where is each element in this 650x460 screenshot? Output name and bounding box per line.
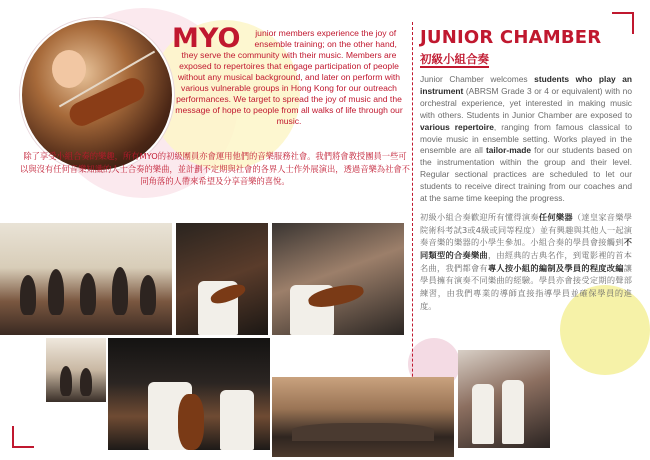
girl-violinist-photo	[272, 223, 404, 335]
young-violinists-photo	[176, 223, 268, 335]
jc-en-text: , ranging from famous classical to movie music in ensemble setting. Works played in the ensemble are all	[420, 121, 632, 156]
jc-cn-text: 讓學員擁有演奏不同樂曲的經驗。學員亦會接受定期的聲部練習，由我們專業的導師直接指導學員並確保學員的進度。	[420, 262, 632, 311]
photo-player-shape	[112, 267, 128, 315]
jc-en-text: (ABRSM Grade 3 or 4 or equivalent) with no orchestral experience, yet interested in making music with others. Students in Junior Chamber are exposed to	[420, 85, 632, 120]
junior-chamber-title: JUNIOR CHAMBER	[420, 27, 602, 48]
photo-shirt-shape	[502, 380, 524, 444]
myo-english-paragraph: junior members experience the joy of ensemble training; on the other hand, they serve the community with their music. Members are exposed to repertoires that engage participation of people without any musical background, and later on perform with various vulnerable groups in Hong Kong for our outreach performances. We target to spread the joy of music and the message of hope to people from all walks of life through our music.	[175, 28, 403, 126]
jc-cn-bold: 專人按小組的編制及學員的程度改編	[487, 262, 624, 273]
photo-player-shape	[60, 366, 72, 396]
photo-face-shape	[52, 50, 86, 88]
cellists-photo	[108, 338, 270, 450]
junior-chamber-chinese-paragraph	[420, 211, 632, 313]
corner-mark-bottom-left	[12, 426, 34, 448]
jc-cn-text: ，由經典的古典名作，到電影裡的首本名曲，我們都會有	[420, 250, 632, 273]
jc-cn-bold: 不同類型的合奏樂曲	[420, 237, 632, 261]
photo-stage-shape	[292, 423, 434, 441]
jc-cn-bold: 任何樂器	[538, 211, 573, 222]
jc-cn-text: （達皇家音樂學院術科考試3或4級或同等程度）並有興趣與其他人一起演奏音樂的樂器的小學生參加。小組合奏的學員會接觸到	[420, 211, 632, 248]
photo-player-shape	[80, 368, 92, 396]
photo-shirt-shape	[472, 384, 494, 444]
myo-section	[172, 23, 406, 127]
jc-en-bold: students who play an instrument	[420, 74, 632, 96]
photo-player-shape	[80, 273, 96, 315]
concert-hall-orchestra-photo	[272, 377, 454, 457]
ensemble-hall-photo	[0, 223, 172, 335]
photo-player-shape	[140, 275, 156, 315]
jc-en-text: for our students based on the instrumentation within the group and their level. Regular sectional practices are scheduled to let our students to receive direct training from our coaches and at the same time keeping the progress.	[420, 145, 632, 204]
jc-en-bold: tailor-made	[485, 145, 532, 156]
junior-chamber-subtitle: 初級小組合奏	[420, 52, 489, 66]
jc-cn-text: 初級小組合奏歡迎所有懂得演奏	[420, 211, 539, 222]
jc-en-bold: various repertoire	[420, 121, 494, 132]
performance-bow-photo	[458, 350, 550, 448]
myo-heading: MYO	[172, 23, 241, 54]
rehearsal-room-photo	[46, 338, 106, 402]
photo-shirt-shape	[220, 390, 254, 450]
violinist-circle-photo	[20, 18, 174, 172]
myo-chinese-paragraph: 除了享受小組合奏的樂趣，所有MYO的初級團員亦會運用他們的音樂服務社會。我們將會教授團員一些可以與沒有任何音樂知識的人士合奏的樂曲，並計劃不定期與社會的各界人士作外展演出，透過音樂為社會不同角落的人帶來希望及分享音樂的喜悅。	[20, 151, 410, 186]
photo-player-shape	[20, 275, 36, 315]
photo-player-shape	[48, 269, 64, 315]
jc-en-text: Junior Chamber welcomes	[420, 74, 535, 84]
photo-cello-shape	[178, 394, 204, 450]
junior-chamber-section	[420, 28, 632, 313]
junior-chamber-english-paragraph	[420, 74, 632, 205]
